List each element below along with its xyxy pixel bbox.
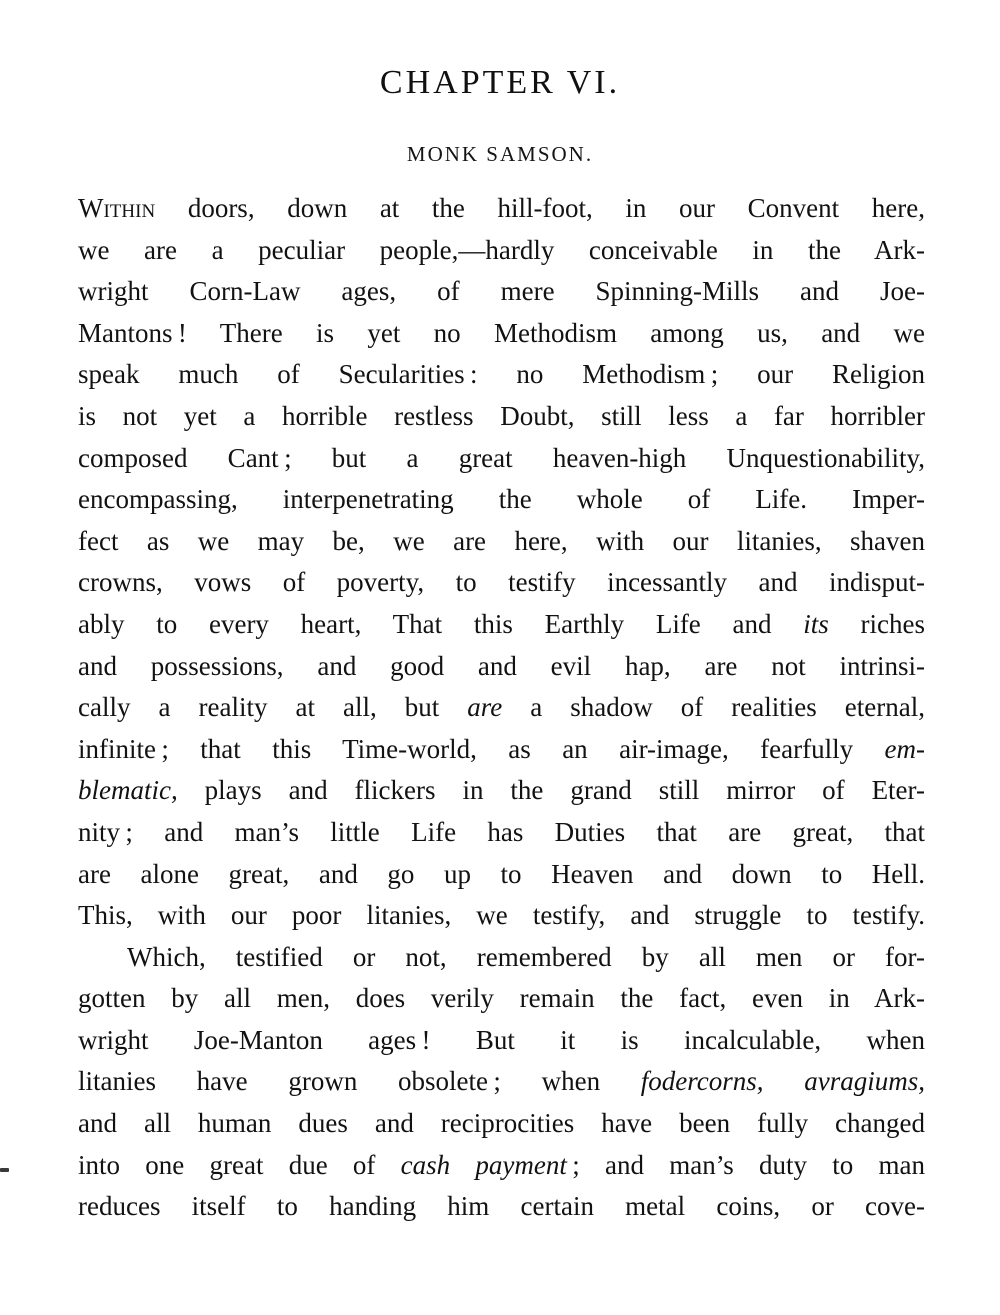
text-segment: wright Joe-Manton ages ! But it is incalculable, when [78, 1024, 925, 1055]
text-line [78, 1020, 925, 1062]
text-segment: nity ; and man’s little Life has Duties that are great, that [78, 816, 925, 847]
text-segment: plays and flickers in the grand still mirror of Eter- [177, 775, 925, 806]
text-segment: em- [884, 733, 925, 764]
text-segment: crowns, vows of poverty, to testify incessantly and indisput- [78, 567, 925, 598]
text-segment: litanies have grown obsolete ; when [78, 1066, 641, 1097]
text-segment: reduces itself to handing him certain metal coins, or cove- [78, 1191, 925, 1222]
text-segment: This, with our poor litanies, we testify, and struggle to testify. [78, 900, 925, 931]
text-segment: gotten by all men, does verily remain the fact, even in Ark- [78, 983, 925, 1014]
text-segment: speak much of Secularities : no Methodism ; our Religion [78, 359, 925, 390]
text-line [78, 188, 925, 230]
text-segment: are alone great, and go up to Heaven and down to Hell. [78, 858, 925, 889]
text-line [78, 604, 925, 646]
text-segment: ably to every heart, That this Earthly Life and [78, 608, 804, 639]
text-segment: its [803, 608, 829, 639]
text-line [78, 313, 925, 355]
text-line [78, 396, 925, 438]
text-segment: composed Cant ; but a great heaven-high Unquestionability, [78, 442, 925, 473]
text-segment: and all human dues and reciprocities have been fully changed [78, 1108, 925, 1139]
text-line [78, 687, 925, 729]
text-segment: cally a reality at all, but [78, 692, 468, 723]
text-segment: ; and man’s duty to man [566, 1149, 925, 1180]
text-segment: and possessions, and good and evil hap, are not intrinsi- [78, 650, 925, 681]
text-segment: a shadow of realities eternal, [502, 692, 925, 723]
text-segment: cash payment [400, 1149, 567, 1180]
text-line [78, 521, 925, 563]
text-line [78, 770, 925, 812]
text-segment: into one great due of [78, 1149, 401, 1180]
text-segment: wright Corn-Law ages, of mere Spinning-Mills and Joe- [78, 276, 925, 307]
text-line [78, 937, 925, 979]
text-line [78, 1145, 925, 1187]
scan-artifact-mark [0, 1168, 9, 1172]
text-line [78, 1103, 925, 1145]
text-line [78, 438, 925, 480]
text-line [78, 479, 925, 521]
section-heading: MONK SAMSON. [406, 142, 594, 166]
text-segment: riches [828, 608, 925, 639]
text-segment: Within [78, 193, 156, 223]
text-segment: is not yet a horrible restless Doubt, still less a far horribler [78, 400, 925, 431]
text-segment: Which, testified or not, remembered by all men or for- [127, 941, 925, 972]
text-line [78, 271, 925, 313]
text-line [78, 230, 925, 272]
text-line [78, 812, 925, 854]
text-segment: encompassing, interpenetrating the whole of Life. Imper- [78, 484, 925, 515]
text-line [78, 1186, 925, 1228]
text-segment: fect as we may be, we are here, with our litanies, shaven [78, 525, 925, 556]
text-line [78, 562, 925, 604]
text-segment: infinite ; that this Time-world, as an air-image, fearfully [78, 733, 885, 764]
text-line [78, 354, 925, 396]
text-line [78, 978, 925, 1020]
text-segment: doors, down at the hill-foot, in our Convent here, [155, 193, 925, 223]
body-text [78, 188, 925, 1228]
text-segment: we are a peculiar people,—hardly conceivable in the Ark- [78, 234, 925, 265]
text-segment: are [467, 692, 503, 723]
text-line [78, 646, 925, 688]
text-line [78, 854, 925, 896]
text-segment: fodercorns, avragiums, [640, 1066, 925, 1097]
text-segment: Mantons ! There is yet no Methodism among us, and we [78, 317, 925, 348]
text-line [78, 1061, 925, 1103]
chapter-heading: CHAPTER VI. [379, 64, 621, 101]
text-segment: blematic, [78, 775, 178, 806]
text-line [78, 729, 925, 771]
text-line [78, 895, 925, 937]
